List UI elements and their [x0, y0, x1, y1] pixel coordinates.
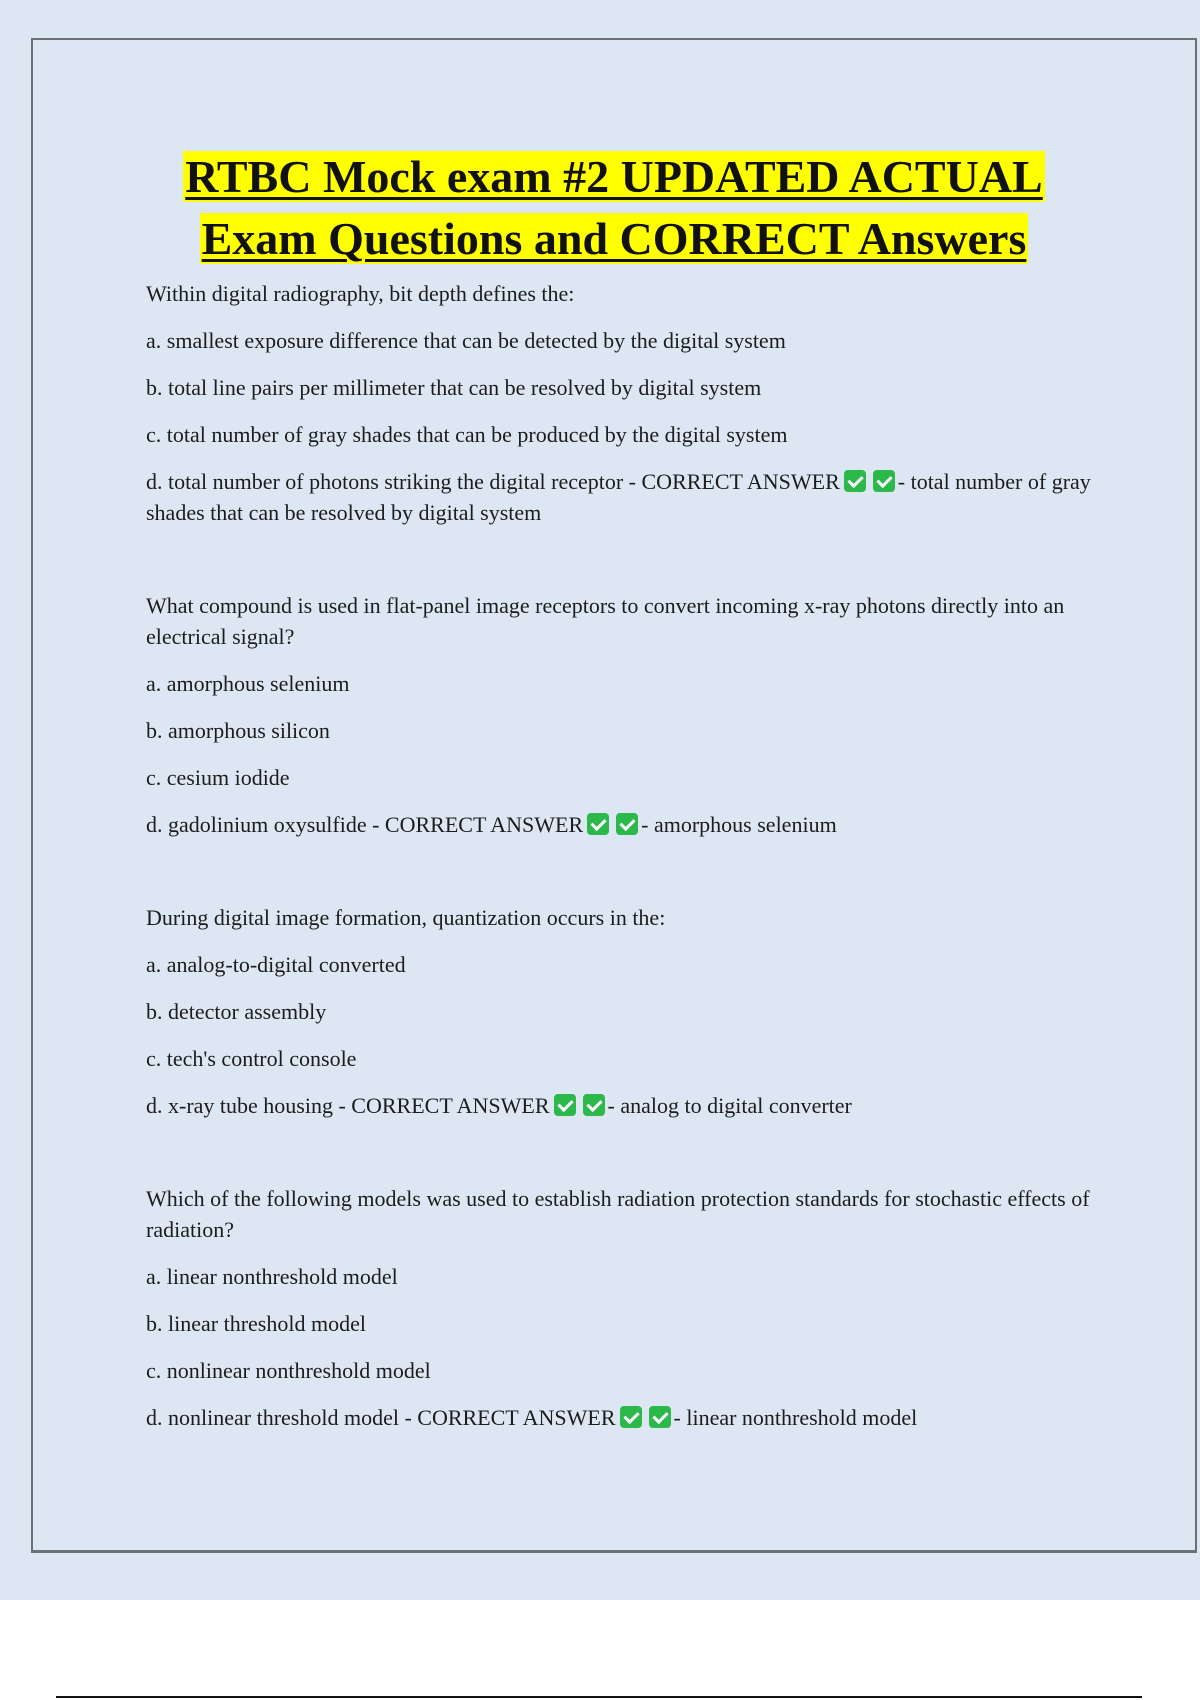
question-block	[146, 590, 1096, 840]
document-title	[31, 146, 1197, 270]
answer-option: c. nonlinear nonthreshold model	[146, 1358, 431, 1383]
question-list	[146, 278, 1096, 1433]
check-mark-icon	[587, 813, 609, 835]
question-block	[146, 1183, 1096, 1433]
question-text: What compound is used in flat-panel image receptors to convert incoming x-ray photons directly into an electrical signal?	[146, 593, 1065, 649]
question-text: Within digital radiography, bit depth defines the:	[146, 281, 575, 306]
answer-option-with-answer	[146, 1402, 1096, 1433]
correct-answer-text: - analog to digital converter	[607, 1093, 852, 1118]
question-block	[146, 902, 1096, 1121]
answer-option: b. linear threshold model	[146, 1311, 366, 1336]
answer-option-text: d. x-ray tube housing - CORRECT ANSWER	[146, 1093, 550, 1118]
question-block	[146, 278, 1096, 528]
answer-option: b. amorphous silicon	[146, 718, 330, 743]
answer-option: c. cesium iodide	[146, 765, 290, 790]
check-mark-icon	[873, 470, 895, 492]
answer-option: a. analog-to-digital converted	[146, 952, 406, 977]
correct-answer-text: - total number of gray shades that can be resolved by digital system	[146, 469, 1091, 525]
answer-option-text: d. total number of photons striking the digital receptor - CORRECT ANSWER	[146, 469, 840, 494]
check-mark-icon	[844, 470, 866, 492]
answer-option-text: d. gadolinium oxysulfide - CORRECT ANSWER	[146, 812, 584, 837]
answer-option-with-answer	[146, 466, 1096, 528]
answer-option: b. total line pairs per millimeter that can be resolved by digital system	[146, 375, 762, 400]
answer-option: a. amorphous selenium	[146, 671, 350, 696]
answer-option: a. linear nonthreshold model	[146, 1264, 398, 1289]
answer-option-with-answer	[146, 809, 1096, 840]
question-text: Which of the following models was used to establish radiation protection standards for stochastic effects of radiation?	[146, 1186, 1090, 1242]
answer-option: a. smallest exposure difference that can be detected by the digital system	[146, 328, 786, 353]
title-line-2: Exam Questions and CORRECT Answers	[201, 213, 1027, 264]
correct-answer-text: - amorphous selenium	[641, 812, 837, 837]
answer-option: c. total number of gray shades that can be produced by the digital system	[146, 422, 788, 447]
answer-option-text: d. nonlinear threshold model - CORRECT ANSWER	[146, 1405, 616, 1430]
answer-option: c. tech's control console	[146, 1046, 357, 1071]
check-mark-icon	[620, 1406, 642, 1428]
title-line-1: RTBC Mock exam #2 UPDATED ACTUAL	[185, 151, 1043, 202]
check-mark-icon	[616, 813, 638, 835]
correct-answer-text: - linear nonthreshold model	[673, 1405, 918, 1430]
answer-option-with-answer	[146, 1090, 1096, 1121]
question-text: During digital image formation, quantization occurs in the:	[146, 905, 666, 930]
page-divider	[56, 1696, 1142, 1698]
answer-option: b. detector assembly	[146, 999, 327, 1024]
check-mark-icon	[583, 1094, 605, 1116]
check-mark-icon	[554, 1094, 576, 1116]
check-mark-icon	[649, 1406, 671, 1428]
